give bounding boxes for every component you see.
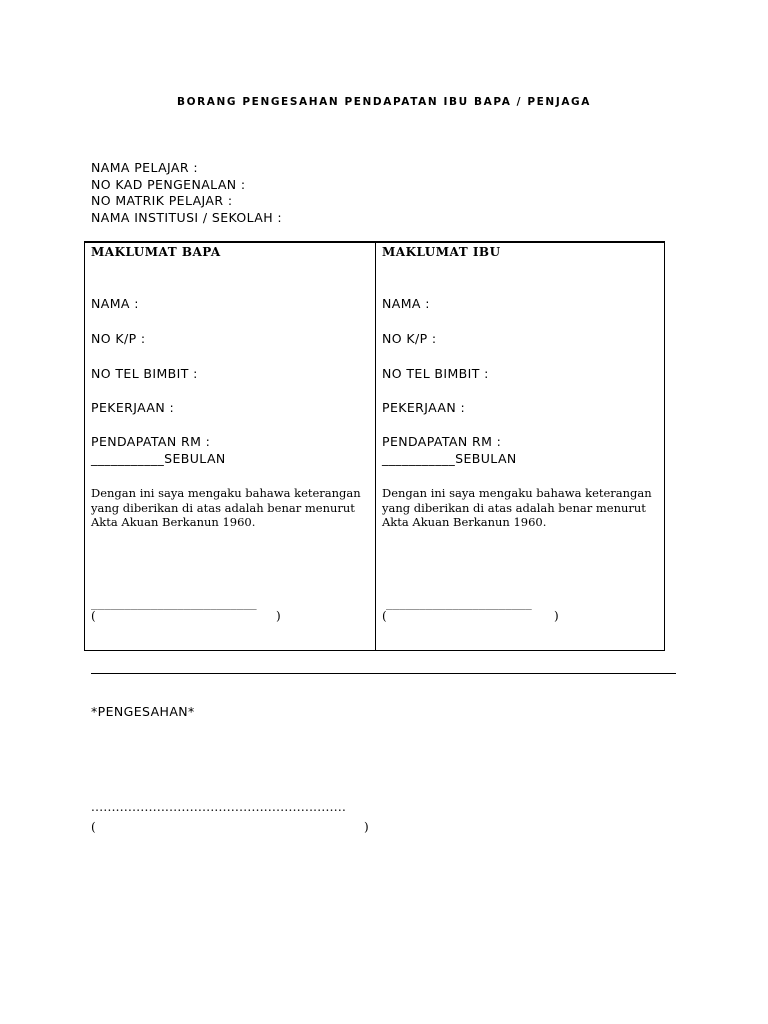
mother-income-suffix: ___________SEBULAN xyxy=(382,451,517,466)
verification-label: *PENGESAHAN* xyxy=(91,704,195,719)
mother-declaration: Dengan ini saya mengaku bahawa keterangan yang diberikan di atas adalah benar menurut Akta Akuan Berkanun 1960. xyxy=(382,486,652,529)
father-job-label: PEKERJAAN : xyxy=(91,400,175,415)
mother-paren-close: ) xyxy=(554,609,559,623)
student-name-label: NAMA PELAJAR : xyxy=(91,160,198,175)
mother-signature-line: ______________________ xyxy=(386,597,532,610)
column-divider xyxy=(375,243,376,650)
mother-column xyxy=(382,243,662,650)
father-signature-line: _________________________ xyxy=(91,597,257,610)
father-column xyxy=(91,243,371,650)
mother-ic-label: NO K/P : xyxy=(382,331,437,346)
student-institution-label: NAMA INSTITUSI / SEKOLAH : xyxy=(91,209,283,225)
father-phone-label: NO TEL BIMBIT : xyxy=(91,366,198,381)
father-declaration: Dengan ini saya mengaku bahawa keterangan yang diberikan di atas adalah benar menurut Akta Akuan Berkanun 1960. xyxy=(91,486,361,529)
mother-income-label: PENDAPATAN RM : xyxy=(382,434,502,449)
mother-heading: MAKLUMAT IBU xyxy=(382,245,501,259)
father-paren-close: ) xyxy=(276,609,281,623)
verification-signature-dots: .............................................................. xyxy=(91,800,347,814)
verification-paren-close: ) xyxy=(364,820,369,834)
mother-name-label: NAMA : xyxy=(382,296,430,311)
father-heading: MAKLUMAT BAPA xyxy=(91,245,221,259)
mother-phone-label: NO TEL BIMBIT : xyxy=(382,366,489,381)
mother-paren-open: ( xyxy=(382,609,387,623)
parent-info-table xyxy=(84,241,665,651)
father-income-suffix: ___________SEBULAN xyxy=(91,451,226,466)
student-matric-label: NO MATRIK PELAJAR : xyxy=(91,193,233,208)
separator-line xyxy=(91,673,676,674)
student-info xyxy=(91,160,282,226)
father-income-label: PENDAPATAN RM : xyxy=(91,434,211,449)
father-name-label: NAMA : xyxy=(91,296,139,311)
form-title: BORANG PENGESAHAN PENDAPATAN IBU BAPA / PENJAGA xyxy=(176,96,591,108)
student-ic-label: NO KAD PENGENALAN : xyxy=(91,176,246,192)
father-paren-open: ( xyxy=(91,609,96,623)
verification-paren-open: ( xyxy=(91,820,96,834)
father-ic-label: NO K/P : xyxy=(91,331,146,346)
mother-job-label: PEKERJAAN : xyxy=(382,400,466,415)
